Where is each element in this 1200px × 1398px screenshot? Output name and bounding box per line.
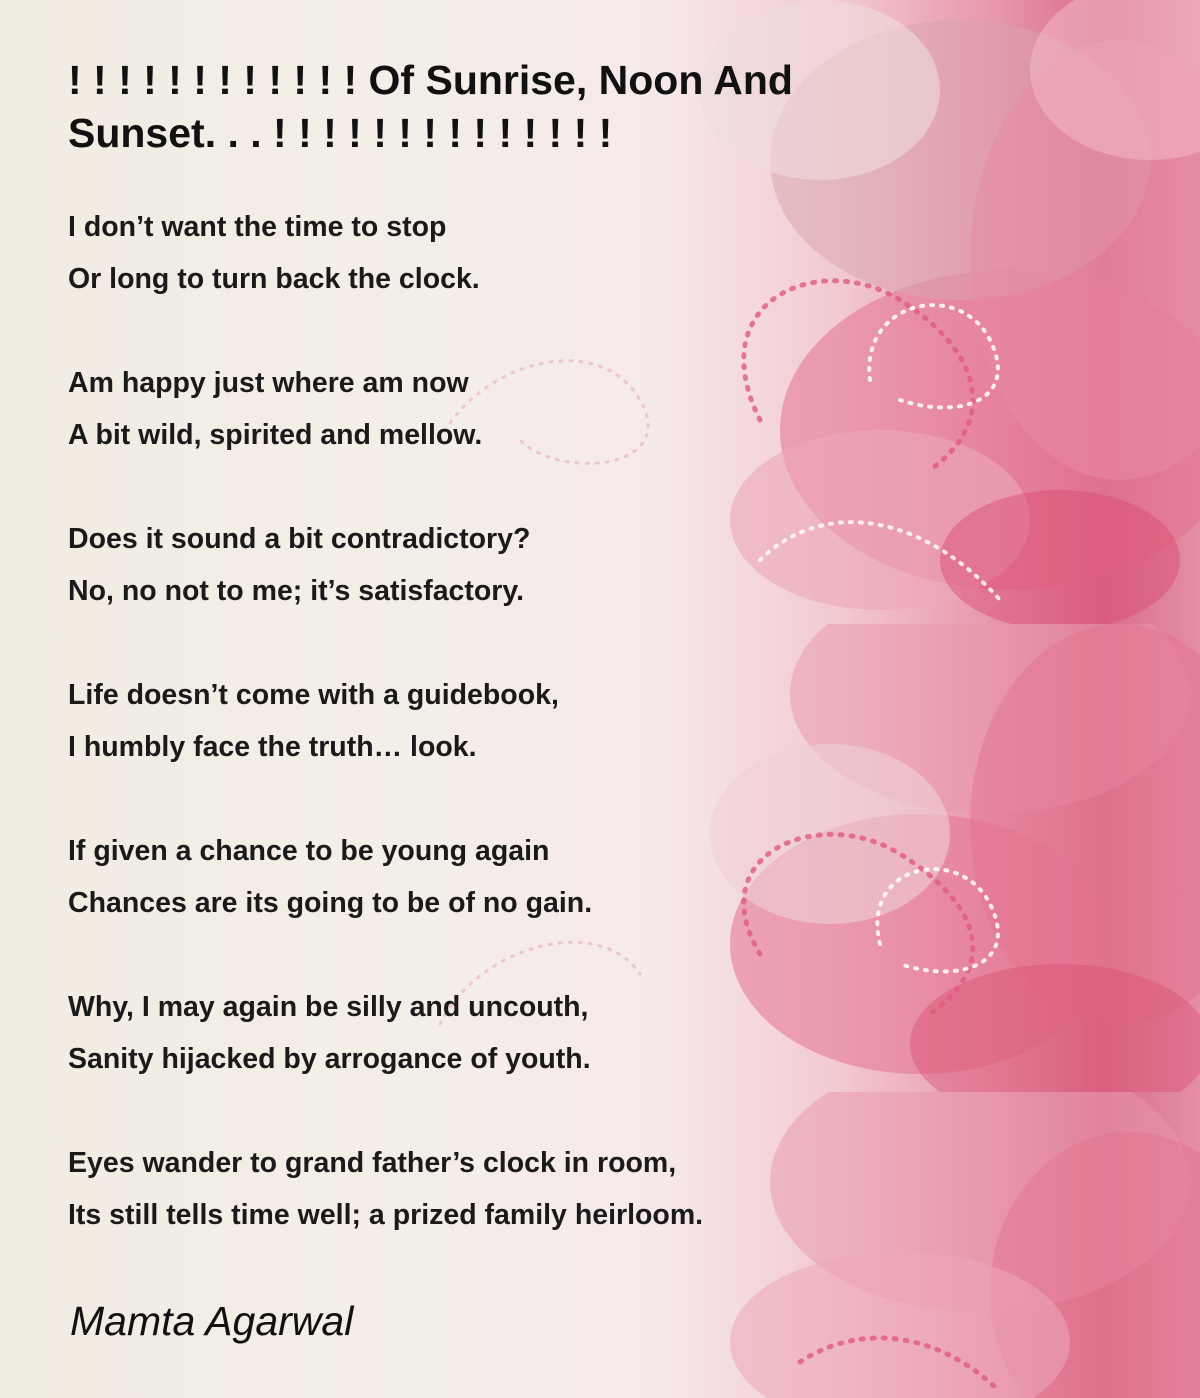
poem-line: Sanity hijacked by arrogance of youth.	[68, 1043, 591, 1075]
poem-line: I humbly face the truth… look.	[68, 731, 477, 763]
poem-line: Am happy just where am now	[68, 367, 469, 399]
poem-line: Chances are its going to be of no gain.	[68, 887, 593, 919]
poem-line: Eyes wander to grand father’s clock in room,	[68, 1147, 677, 1179]
poem-line: No, no not to me; it’s satisfactory.	[68, 575, 525, 607]
poem-author: Mamta Agarwal	[70, 1298, 354, 1344]
poem-line: If given a chance to be young again	[68, 835, 550, 867]
stanza	[68, 981, 591, 1085]
poem-line: Or long to turn back the clock.	[68, 263, 480, 295]
poem-line: I don’t want the time to stop	[68, 211, 447, 243]
stanza	[68, 669, 559, 773]
poem-title: ! ! ! ! ! ! ! ! ! ! ! ! Of Sunrise, Noon And Sunset. . . ! ! ! ! ! ! ! ! ! ! ! ! ! !	[68, 57, 793, 156]
poem-line: Its still tells time well; a prized family heirloom.	[68, 1199, 704, 1231]
poem-line: Does it sound a bit contradictory?	[68, 523, 531, 555]
stanza	[68, 1137, 703, 1241]
poem-line: A bit wild, spirited and mellow.	[68, 419, 483, 451]
poem-line: Why, I may again be silly and uncouth,	[68, 991, 589, 1023]
stanza	[68, 513, 530, 617]
stanza	[68, 825, 592, 929]
stanza	[68, 357, 482, 461]
poem-line: Life doesn’t come with a guidebook,	[68, 679, 559, 711]
stanza	[68, 201, 480, 305]
